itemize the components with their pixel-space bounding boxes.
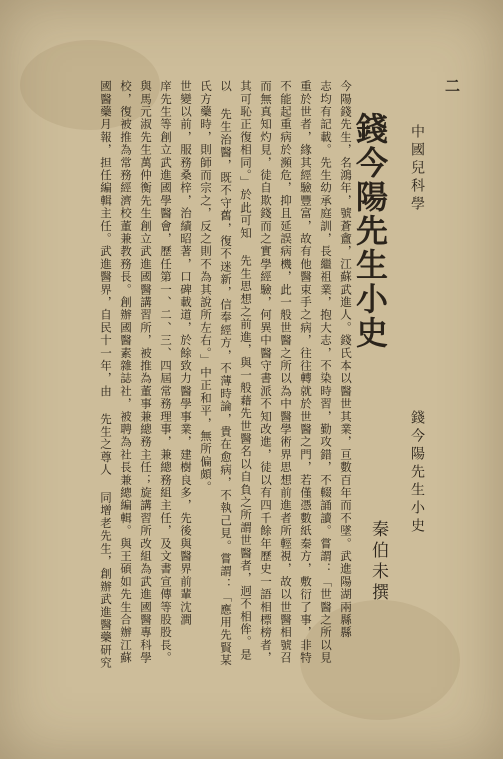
body-line: 以 先生治醫，既不守舊，復不迷新，信奉經方，不薄時論，貴在愈病，不執己見。嘗謂：「應用先賢某: [219, 80, 233, 667]
body-line: 志均有記載。先生幼承庭訓，長繼祖業，抱大志，不染時習，勤攻錯，不輟誦讀。嘗謂：「世醫之所以見: [319, 80, 333, 665]
body-line: 校，復被推為常務經濟校董兼教務長。創辦國醫素雜誌社，被聘為社長兼總編輯。與王碩如先生合辦江蘇: [119, 80, 133, 665]
article-title: 錢今陽先生小史: [351, 112, 389, 350]
body-line: 庠先生等創立武進國學醫會，歷任第一、二、三、四屆常務理事，兼總務組主任，及文書宣傳等股股長。: [159, 80, 173, 665]
body-line: 今陽錢先生，名鴻年，號蒼盦，江蘇武進人。錢氏本以醫世其業，亘數百年而不墜。武進陽湖兩縣縣: [339, 80, 353, 639]
body-line: 氏方藥時，則師而宗之，反之則不為其說所左右。」中正和平，無所偏頗。: [199, 80, 213, 494]
body-line: 國醫藥月報，担任編輯主任。武進醫界，自民十一年，由 先生之尊人 同增老先生，創辦武進醫藥研究: [99, 80, 113, 670]
running-header: [407, 124, 427, 384]
body-line: 而無真知灼見，徒自欺錢而之實學經驗，何異中醫守書派不知改進，徒以有四千餘年歷史一語相標榜者，: [259, 80, 273, 665]
body-line: 其可恥正復相同。」於此可知 先生思想之前進，與一般藉先世醫名以自負之所謂世醫者，迥不相侔。是: [239, 80, 253, 661]
article-author: 秦伯未撰: [368, 520, 388, 604]
body-line: 世變以前，服務桑梓，治績昭著，口碑載道，於餘致力醫學事業，建樹良多，先後與醫界前輩沈澗: [179, 80, 193, 627]
article-body: [23, 80, 353, 730]
header-article: 錢今陽先生小史: [409, 410, 425, 536]
body-line: 重於世者，緣其經驗豐富，故有他醫束手之病，往往轉就於世醫之門，若僅憑數紙秦方，敷衍了事，非特: [299, 80, 313, 665]
header-journal: 中國兒科學: [409, 124, 425, 214]
page-number: 二: [443, 78, 461, 93]
body-line: 不能起重病於瀕危，抑且延誤病機，此一般世醫之所以為中醫學術界思想前進者所輕視，故以世醫相號召: [279, 80, 293, 665]
body-line: 與馬元淑先生萬仲衡先生創立武進國醫講習所，被推為董事兼總務主任；旋講習所改組為武進國醫專科學: [139, 80, 153, 665]
